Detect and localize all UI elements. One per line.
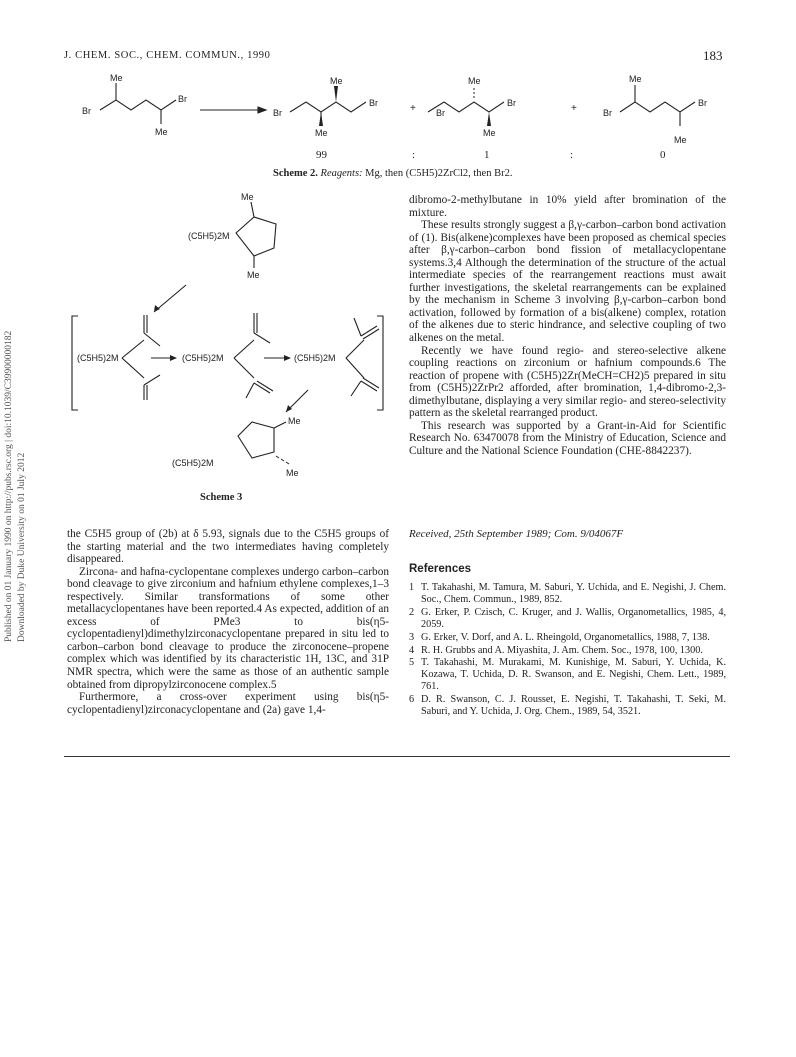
- plus-sign: +: [571, 103, 577, 114]
- metal-fragment-label: (C5H5)2M: [188, 231, 230, 241]
- paragraph: These results strongly suggest a β,γ-carbon–carbon bond activation of (1). Bis(alkene)complexes have been proposed as chemical species after β,γ-carbon–carbon bond fission of metallacyclopentane systems.3,4 Although the determination of the structure of the actual intermediate species of the rearrangement reactions must await further investigations, the skeletal rearrangements can be explained by the mechanism in Scheme 3 involving β,γ-carbon–carbon bond activation, followed by formation of a bis(alkene) complex, rotation of the alkenes due to steric hindrance, and selective coupling of two alkenes on the metal.: [409, 219, 726, 345]
- reference-number: 3: [409, 631, 415, 643]
- atom-label-me: Me: [483, 128, 496, 138]
- reagents-text: Mg, then (C5H5)2ZrCl2, then Br2.: [365, 168, 513, 179]
- reference-text: T. Takahashi, M. Tamura, M. Saburi, Y. Uchida, and E. Negishi, J. Chem. Soc., Chem. Commun., 1989, 852.: [421, 582, 726, 605]
- ratio-separator: :: [412, 149, 416, 161]
- atom-label-me: Me: [629, 74, 642, 84]
- metal-fragment-label: (C5H5)2M: [77, 353, 119, 363]
- atom-label-br: Br: [273, 108, 282, 118]
- metal-fragment-label: (C5H5)2M: [172, 458, 214, 468]
- atom-label-br: Br: [698, 98, 707, 108]
- references-list: [409, 582, 726, 719]
- reference-number: 1: [409, 582, 415, 593]
- reference-number: 2: [409, 606, 415, 618]
- metal-fragment-label: (C5H5)2M: [294, 353, 336, 363]
- reference-item: [409, 582, 726, 606]
- ratio-separator: :: [570, 149, 574, 161]
- atom-label-br: Br: [603, 108, 612, 118]
- references-heading: References: [409, 563, 472, 575]
- reference-item: [409, 607, 726, 631]
- paragraph: Recently we have found regio- and stereo-selective alkene coupling reactions on zirconium or hafnium compounds.6 The reaction of propene with (C5H5)2Zr(MeCH=CH2)5 prepared in situ from (C5H5)2ZrPr2 afforded, after bromination, 1,4-dibromo-2,3-dimethylbutane, displaying a very similar regio- and stereo-selectivity pattern as the skeletal rearranged product.: [409, 344, 726, 420]
- scheme2-label: Scheme 2.: [273, 168, 318, 179]
- atom-label-me: Me: [330, 76, 343, 86]
- scheme2-caption: [273, 168, 512, 179]
- metal-fragment-label: (C5H5)2M: [182, 353, 224, 363]
- atom-label-me: Me: [288, 416, 301, 426]
- atom-label-me: Me: [155, 127, 168, 137]
- running-header: J. CHEM. SOC., CHEM. COMMUN., 1990: [64, 50, 271, 61]
- atom-label-me: Me: [247, 270, 260, 280]
- reference-number: 5: [409, 657, 415, 669]
- reference-item: [409, 645, 726, 657]
- atom-label-me: Me: [110, 73, 123, 83]
- reference-number: 6: [409, 694, 415, 706]
- atom-label-me: Me: [315, 128, 328, 138]
- ratio-value: 99: [316, 149, 327, 161]
- atom-label-me: Me: [674, 135, 687, 145]
- reference-text: R. H. Grubbs and A. Miyashita, J. Am. Chem. Soc., 1978, 100, 1300.: [421, 644, 703, 656]
- ratio-value: 0: [660, 149, 666, 161]
- paragraph: dibromo-2-methylbutane in 10% yield after bromination of the mixture.: [409, 194, 726, 219]
- downloaded-note: Downloaded by Duke University on 01 July 2012: [17, 452, 27, 642]
- atom-label-br: Br: [178, 94, 187, 104]
- reference-item: [409, 694, 726, 718]
- paragraph: the C5H5 group of (2b) at δ 5.93, signals due to the C5H5 groups of the starting material and the two intermediates having completely disappeared.: [67, 528, 389, 566]
- side-watermark: [0, 270, 30, 640]
- reference-text: T. Takahashi, M. Murakami, M. Kunishige, M. Saburi, Y. Uchida, K. Kozawa, T. Uchida, D. R. Swanson, and E. Negishi, Chem. Lett., 1989, 761.: [421, 657, 726, 693]
- plus-sign: +: [410, 103, 416, 114]
- atom-label-me: Me: [241, 192, 254, 202]
- reagents-label: Reagents:: [320, 168, 363, 179]
- paragraph: Zircona- and hafna-cyclopentane complexes undergo carbon–carbon bond cleavage to give zirconium and hafnium ethylene complexes,1–3 respectively. Similar transformations of some other metallacyclopentanes have been reported.4 As expected, addition of an excess of PMe3 to bis(η5-cyclopentadienyl)dimethylzirconacyclopentane prepared in situ led to carbon–carbon bond cleavage to produce the zirconocene–propene complex which was identified by its characteristic 1H, 13C, and 31P NMR spectra, which were the same as those of an authentic sample obtained from dipropylzirconocene complex.5: [67, 565, 390, 691]
- reference-item: [409, 632, 726, 644]
- bottom-rule: [64, 756, 730, 757]
- left-column: [67, 528, 389, 716]
- atom-label-me: Me: [468, 76, 481, 86]
- received-date: Received, 25th September 1989; Com. 9/04067F: [409, 528, 624, 540]
- atom-label-br: Br: [436, 108, 445, 118]
- reference-text: D. R. Swanson, C. J. Rousset, E. Negishi, T. Takahashi, T. Seki, M. Saburi, and Y. Uchida, J. Org. Chem., 1989, 54, 3521.: [421, 694, 726, 718]
- paragraph: This research was supported by a Grant-in-Aid for Scientific Research No. 63470078 from the Ministry of Education, Science and Culture and the National Science Foundation (CHE-8842237).: [409, 419, 726, 457]
- atom-label-br: Br: [369, 98, 378, 108]
- page-number: 183: [703, 48, 723, 63]
- atom-label-br: Br: [82, 106, 91, 116]
- right-column: [409, 194, 726, 457]
- reference-number: 4: [409, 644, 415, 656]
- atom-label-me: Me: [286, 468, 299, 478]
- reference-text: G. Erker, V. Dorf, and A. L. Rheingold, Organometallics, 1988, 7, 138.: [421, 631, 710, 643]
- published-note: Published on 01 January 1990 on http://pubs.rsc.org | doi:10.1039/C39900000182: [4, 330, 14, 642]
- paragraph: Furthermore, a cross-over experiment using bis(η5-cyclopentadienyl)zirconacyclopentane and (2a) gave 1,4-: [67, 691, 389, 716]
- scheme3-figure: [64, 188, 394, 503]
- reference-text: G. Erker, P. Czisch, C. Kruger, and J. Wallis, Organometallics, 1985, 4, 2059.: [421, 606, 726, 630]
- scheme3-caption: Scheme 3: [200, 492, 243, 503]
- scheme2-figure: [78, 70, 728, 170]
- reference-item: [409, 657, 726, 693]
- ratio-value: 1: [484, 149, 490, 161]
- atom-label-br: Br: [507, 98, 516, 108]
